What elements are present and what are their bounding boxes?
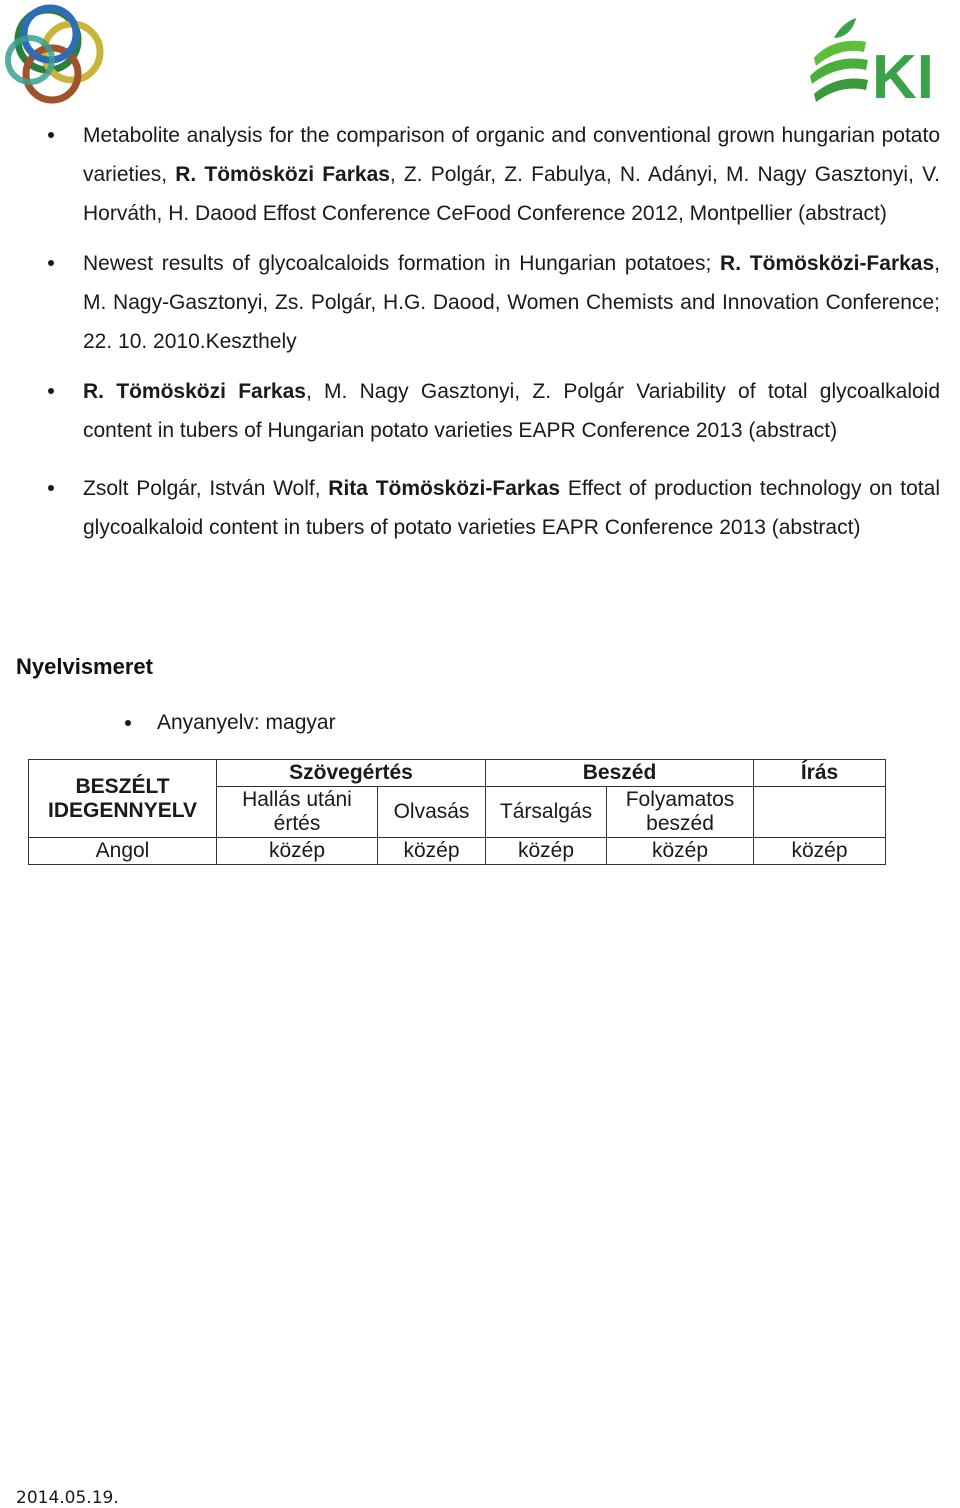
publication-item bbox=[30, 116, 940, 233]
publication-text bbox=[83, 124, 940, 225]
header-comprehension: Szövegértés bbox=[217, 760, 486, 787]
subheader-reading: Olvasás bbox=[378, 787, 486, 838]
native-language-list bbox=[100, 708, 336, 738]
publication-text-segment: Metabolite analysis for the comparison of organic and conventional grown hungarian potato varieties, bbox=[83, 124, 940, 186]
cell-writing: közép bbox=[754, 838, 886, 865]
cell-reading: közép bbox=[378, 838, 486, 865]
publication-item bbox=[30, 244, 940, 361]
bullet-icon bbox=[125, 720, 131, 726]
publication-text-segment: Effect of production technology on total glycoalkaloid content in tubers of potato varieties EAPR Conference 2013 (abstract) bbox=[83, 477, 940, 539]
publication-text bbox=[83, 252, 940, 353]
footer-date: 2014.05.19. bbox=[16, 1488, 119, 1508]
table-row bbox=[29, 838, 886, 865]
publication-text-segment: Zsolt Polgár, István Wolf, bbox=[83, 477, 329, 500]
native-language-text: Anyanyelv: magyar bbox=[157, 711, 336, 734]
cell-interaction: közép bbox=[486, 838, 607, 865]
publication-item bbox=[30, 372, 940, 450]
author-name-bold: Rita Tömösközi-Farkas bbox=[328, 477, 561, 500]
bullet-icon bbox=[48, 132, 54, 138]
cell-language: Angol bbox=[29, 838, 217, 865]
cell-production: közép bbox=[607, 838, 754, 865]
bullet-icon bbox=[48, 260, 54, 266]
header-speaking: Beszéd bbox=[486, 760, 754, 787]
subheader-production: Folyamatos beszéd bbox=[607, 787, 754, 838]
eki-logo-icon bbox=[806, 18, 956, 114]
bullet-icon bbox=[48, 485, 54, 491]
publication-text bbox=[83, 380, 940, 442]
header-writing: Írás bbox=[754, 760, 886, 787]
author-name-bold: R. Tömösközi-Farkas bbox=[720, 252, 935, 275]
cell-listening: közép bbox=[217, 838, 378, 865]
publication-text-segment: Newest results of glycoalcaloids formation in Hungarian potatoes; bbox=[83, 252, 721, 275]
publication-text-segment: , M. Nagy Gasztonyi, Z. Polgár Variability of total glycoalkaloid content in tubers of Hungarian potato varieties EAPR Conference 2013 (abstract) bbox=[83, 380, 941, 442]
subheader-interaction: Társalgás bbox=[486, 787, 607, 838]
publication-text-segment: , Z. Polgár, Z. Fabulya, N. Adányi, M. Nagy Gasztonyi, V. Horváth, H. Daood Effost Conference CeFood Conference 2012, Montpellier (abstract) bbox=[83, 163, 940, 225]
subheader-writing-empty bbox=[754, 787, 886, 838]
corner-header: BESZÉLT IDEGENNYELV bbox=[29, 760, 217, 838]
section-heading-languages: Nyelvismeret bbox=[16, 654, 153, 679]
publication-item bbox=[30, 469, 940, 547]
publication-text-segment: , M. Nagy-Gasztonyi, Zs. Polgár, H.G. Daood, Women Chemists and Innovation Conference; 22. 10. 2010.Keszthely bbox=[83, 252, 940, 353]
native-language-item bbox=[100, 708, 336, 738]
language-skills-table bbox=[28, 759, 886, 865]
author-name-bold: R. Tömösközi Farkas bbox=[83, 380, 306, 403]
publication-list bbox=[30, 116, 940, 547]
rings-logo-icon bbox=[0, 0, 110, 110]
logo-ki-text: KI bbox=[872, 43, 934, 112]
bullet-icon bbox=[48, 388, 54, 394]
publication-text bbox=[83, 477, 940, 539]
subheader-listening: Hallás utáni értés bbox=[217, 787, 378, 838]
author-name-bold: R. Tömösközi Farkas bbox=[175, 163, 390, 186]
